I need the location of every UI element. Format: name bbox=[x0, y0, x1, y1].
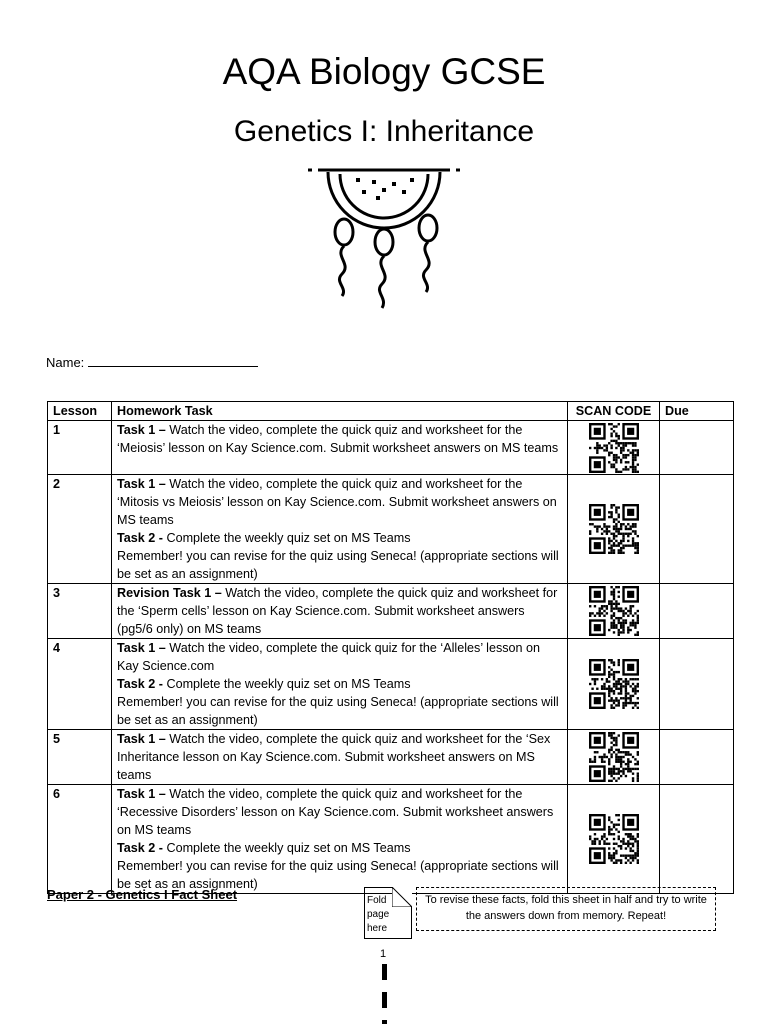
homework-task bbox=[112, 421, 568, 475]
task-text: Remember! you can revise for the quiz using Seneca! (appropriate sections will be set as an assignment) bbox=[117, 549, 559, 581]
fold-label-2: page bbox=[367, 909, 390, 920]
task-line bbox=[117, 529, 562, 547]
table-row bbox=[48, 475, 734, 584]
task-line bbox=[117, 730, 562, 784]
fold-label-1: Fold bbox=[367, 895, 387, 906]
table-row bbox=[48, 421, 734, 475]
due-cell[interactable] bbox=[660, 421, 734, 475]
fold-page-box bbox=[364, 887, 412, 939]
task-line bbox=[117, 547, 562, 583]
task-line bbox=[117, 475, 562, 529]
name-field[interactable] bbox=[46, 354, 258, 370]
due-cell[interactable] bbox=[660, 584, 734, 639]
homework-task bbox=[112, 584, 568, 639]
due-cell[interactable] bbox=[660, 475, 734, 584]
qr-code-icon[interactable] bbox=[585, 659, 643, 709]
scan-code-cell bbox=[568, 730, 660, 785]
homework-task bbox=[112, 475, 568, 584]
qr-code-icon[interactable] bbox=[585, 586, 643, 636]
task-label: Revision Task 1 – bbox=[117, 586, 222, 600]
task-text: Watch the video, complete the quick quiz and worksheet for the ‘Sperm cells’ lesson on Kay Science.com. Submit worksheet answers (pg5/6 only) on MS teams bbox=[117, 586, 558, 636]
header-lesson: Lesson bbox=[48, 402, 112, 421]
revise-instructions: To revise these facts, fold this sheet in half and try to write the answers down from memory. Repeat! bbox=[416, 887, 716, 931]
name-blank[interactable] bbox=[88, 354, 258, 367]
task-text: Complete the weekly quiz set on MS Teams bbox=[162, 841, 411, 855]
qr-code-icon[interactable] bbox=[585, 423, 643, 473]
task-label: Task 1 – bbox=[117, 732, 166, 746]
lesson-number: 1 bbox=[48, 421, 112, 475]
task-text: Complete the weekly quiz set on MS Teams bbox=[162, 531, 411, 545]
scan-code-cell bbox=[568, 639, 660, 730]
task-text: Watch the video, complete the quick quiz and worksheet for the ‘Mitosis vs Meiosis’ lesson on Kay Science.com. Submit worksheet answers on MS teams bbox=[117, 477, 557, 527]
name-label: Name: bbox=[46, 355, 85, 370]
task-line bbox=[117, 839, 562, 857]
homework-task bbox=[112, 730, 568, 785]
task-text: Watch the video, complete the quick quiz and worksheet for the ‘Meiosis’ lesson on Kay Science.com. Submit worksheet answers on MS teams bbox=[117, 423, 559, 455]
task-text: Watch the video, complete the quick quiz for the ‘Alleles’ lesson on Kay Science.com bbox=[117, 641, 541, 673]
task-line bbox=[117, 584, 562, 638]
task-label: Task 2 - bbox=[117, 531, 163, 545]
document-title: AQA Biology GCSE bbox=[222, 51, 546, 92]
task-line bbox=[117, 693, 562, 729]
document-subtitle: Genetics I: Inheritance bbox=[233, 115, 535, 148]
header-scan-code: SCAN CODE bbox=[568, 402, 660, 421]
page-number: 1 bbox=[380, 948, 387, 960]
scan-code-cell bbox=[568, 584, 660, 639]
task-text: Complete the weekly quiz set on MS Teams bbox=[162, 677, 411, 691]
homework-task bbox=[112, 639, 568, 730]
table-row bbox=[48, 730, 734, 785]
table-row bbox=[48, 639, 734, 730]
task-label: Task 1 – bbox=[117, 787, 166, 801]
task-text: Remember! you can revise for the quiz using Seneca! (appropriate sections will be set as an assignment) bbox=[117, 859, 559, 891]
task-line bbox=[117, 675, 562, 693]
qr-code-icon[interactable] bbox=[585, 732, 643, 782]
qr-code-icon[interactable] bbox=[585, 504, 643, 554]
qr-code-icon[interactable] bbox=[585, 814, 643, 864]
task-label: Task 1 – bbox=[117, 477, 166, 491]
task-line bbox=[117, 421, 562, 457]
task-label: Task 1 – bbox=[117, 423, 166, 437]
header-due: Due bbox=[660, 402, 734, 421]
task-label: Task 2 - bbox=[117, 677, 163, 691]
table-header-row bbox=[48, 402, 734, 421]
task-text: Watch the video, complete the quick quiz and worksheet for the ‘Recessive Disorders’ lesson on Kay Science.com. Submit worksheet answers on MS teams bbox=[117, 787, 554, 837]
due-cell[interactable] bbox=[660, 639, 734, 730]
lesson-number: 5 bbox=[48, 730, 112, 785]
task-line bbox=[117, 639, 562, 675]
header-homework-task: Homework Task bbox=[112, 402, 568, 421]
lesson-number: 3 bbox=[48, 584, 112, 639]
factsheet-title: Paper 2 - Genetics I Fact Sheet bbox=[47, 887, 238, 902]
due-cell[interactable] bbox=[660, 785, 734, 894]
scan-code-cell bbox=[568, 785, 660, 894]
homework-table bbox=[47, 401, 734, 894]
table-row bbox=[48, 584, 734, 639]
egg-and-sperm-icon bbox=[304, 162, 464, 314]
lesson-number: 6 bbox=[48, 785, 112, 894]
homework-task bbox=[112, 785, 568, 894]
due-cell[interactable] bbox=[660, 730, 734, 785]
fold-label-3: here bbox=[367, 923, 388, 934]
lesson-number: 2 bbox=[48, 475, 112, 584]
scan-code-cell bbox=[568, 421, 660, 475]
table-row bbox=[48, 785, 734, 894]
lesson-number: 4 bbox=[48, 639, 112, 730]
task-text: Remember! you can revise for the quiz using Seneca! (appropriate sections will be set as an assignment) bbox=[117, 695, 559, 727]
scan-code-cell bbox=[568, 475, 660, 584]
task-label: Task 1 – bbox=[117, 641, 166, 655]
fold-dashed-line bbox=[382, 964, 387, 1024]
task-line bbox=[117, 785, 562, 839]
folded-corner-icon bbox=[392, 887, 412, 907]
task-text: Watch the video, complete the quick quiz and worksheet for the ‘Sex Inheritance lesson on Kay Science.com. Submit worksheet answers on MS teams bbox=[117, 732, 551, 782]
task-label: Task 2 - bbox=[117, 841, 163, 855]
